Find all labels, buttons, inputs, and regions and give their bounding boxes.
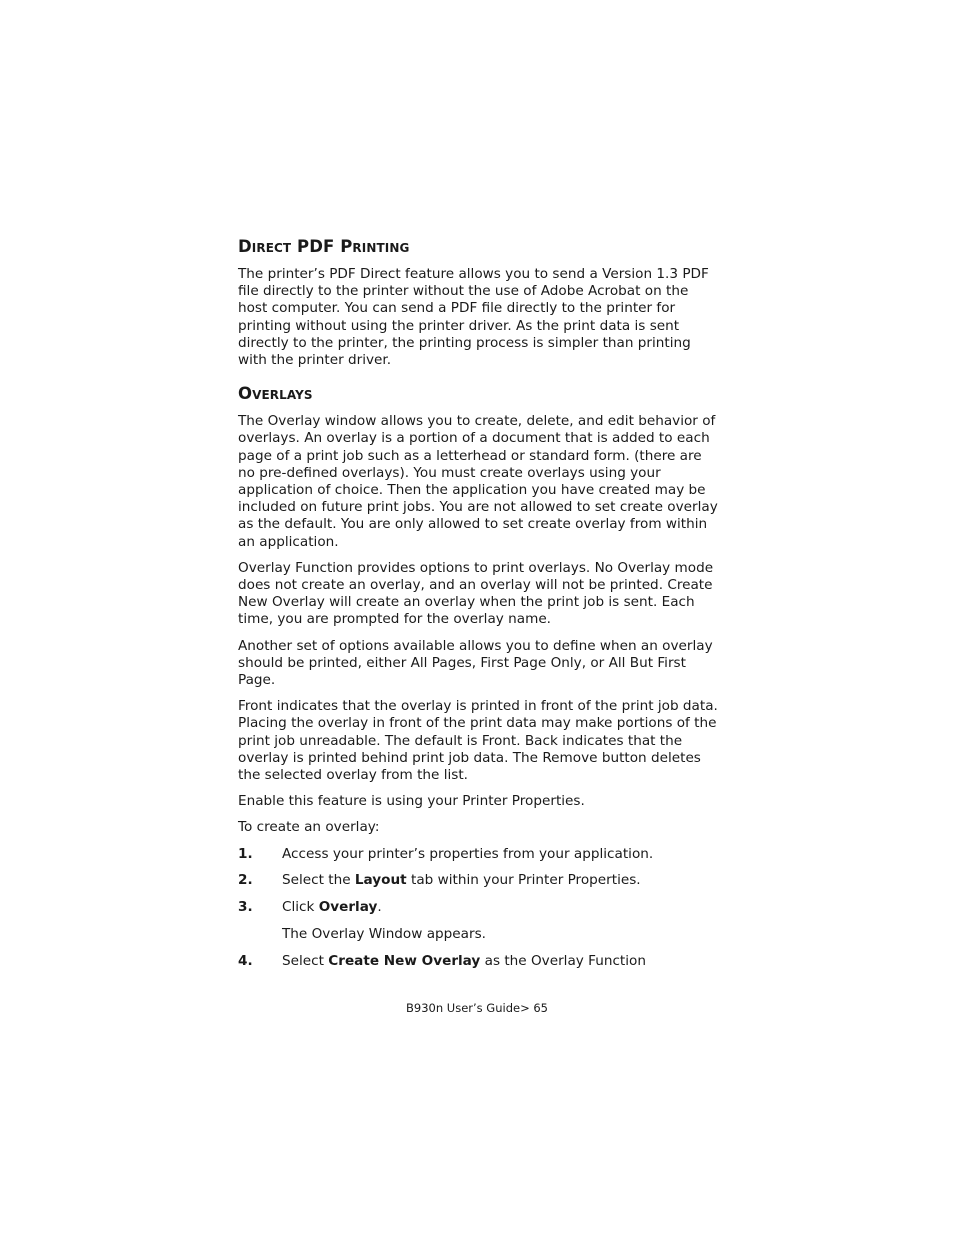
step-list bbox=[238, 846, 718, 970]
paragraph-to-create-overlay: To create an overlay: bbox=[238, 819, 380, 836]
paragraph-direct-pdf: The printer’s PDF Direct feature allows you to send a Version 1.3 PDF file directly to the printer without the use of Adobe Acrobat on the host computer. You can send a PDF file directly to the printer for printing without using the printer driver. As the print data is sent directly to the printer, the printing process is simpler than printing with the printer driver. bbox=[238, 266, 709, 369]
step-item bbox=[238, 872, 718, 889]
section-title-direct-pdf-printing: Direct PDF Printing bbox=[238, 237, 410, 256]
paragraph-enable-feature: Enable this feature is using your Printer Properties. bbox=[238, 793, 585, 810]
step-text: Select Create New Overlay as the Overlay Function bbox=[282, 952, 646, 969]
step-number: 4. bbox=[238, 952, 253, 969]
paragraph-overlay-function: Overlay Function provides options to print overlays. No Overlay mode does not create an overlay, and an overlay will not be printed. Create New Overlay will create an overlay when the print job is sent. Each time, you are prompted for the overlay name. bbox=[238, 559, 714, 628]
paragraph-overlay-window: The Overlay window allows you to create, delete, and edit behavior of overlays. An overlay is a portion of a document that is added to each page of a print job such as a letterhead or standard form. (there are no pre-defined overlays). You must create overlays using your application of choice. Then the application you have created may be included on future print jobs. You are not allowed to set create overlay as the default. You are only allowed to set create overlay from within an application. bbox=[238, 413, 718, 550]
step-item bbox=[238, 953, 718, 970]
page-content bbox=[238, 236, 718, 979]
section-title-overlays: Overlays bbox=[238, 384, 313, 404]
paragraph-overlay-pages: Another set of options available allows you to define when an overlay should be printed, either All Pages, First Page Only, or All But First Page. bbox=[238, 637, 713, 689]
step-number: 2. bbox=[238, 872, 253, 889]
step-item bbox=[238, 846, 718, 863]
step-number: 1. bbox=[238, 845, 253, 862]
paragraph-overlay-front-back: Front indicates that the overlay is printed in front of the print job data. Placing the overlay in front of the print data may make portions of the print job unreadable. The default is Front. Back indicates that the overlay is printed behind print job data. The Remove button deletes the selected overlay from the list. bbox=[238, 698, 718, 784]
step-note: The Overlay Window appears. bbox=[282, 925, 486, 942]
page-footer: B930n User’s Guide> 65 bbox=[406, 1001, 548, 1015]
step-item bbox=[238, 899, 718, 916]
step-text: Select the Layout tab within your Printer Properties. bbox=[282, 872, 641, 889]
step-text: Click Overlay. bbox=[282, 899, 382, 916]
step-text: Access your printer’s properties from your application. bbox=[282, 845, 654, 862]
step-number: 3. bbox=[238, 899, 253, 916]
